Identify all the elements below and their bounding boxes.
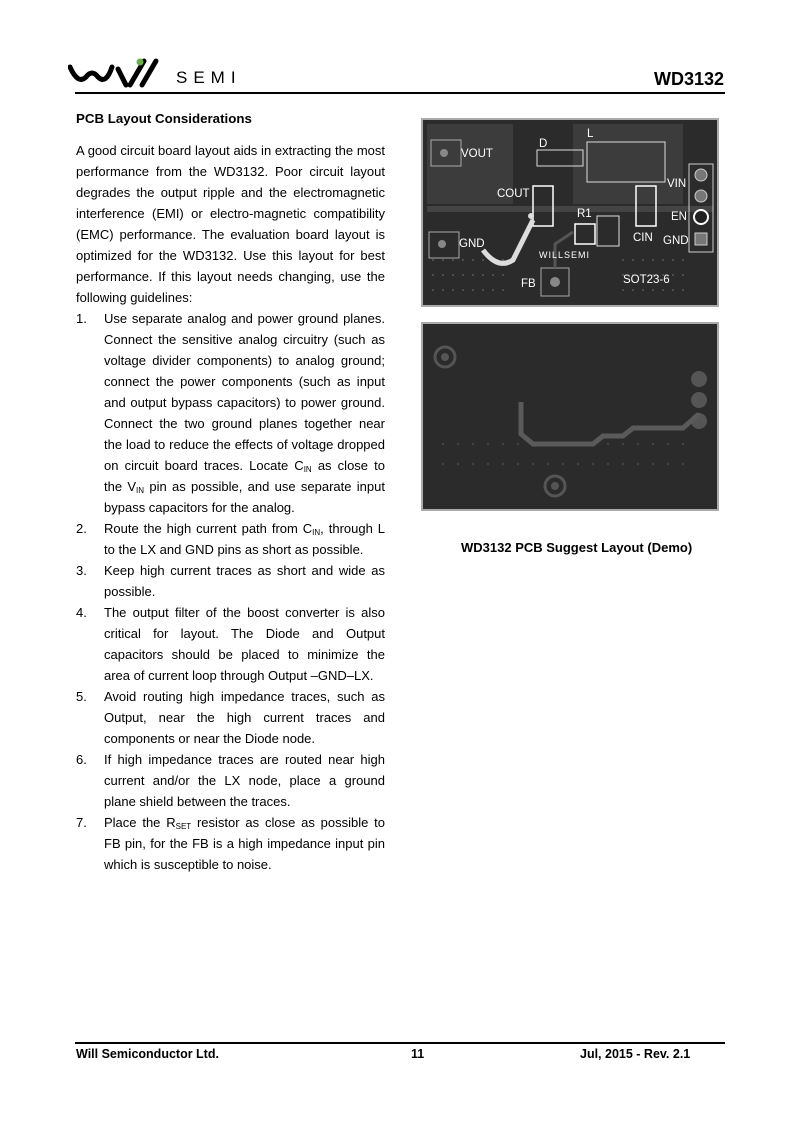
pcb-top-layer-image — [421, 118, 719, 307]
list-item — [76, 602, 385, 686]
list-text: Route the high current path from C — [104, 521, 313, 536]
pcb-label-cin: CIN — [633, 232, 653, 244]
subscript: IN — [303, 465, 312, 474]
list-number: 2. — [76, 521, 87, 536]
pcb-label-fb: FB — [521, 278, 536, 290]
pcb-label-d: D — [539, 138, 548, 150]
list-item — [76, 812, 385, 875]
list-text: The output filter of the boost converter is also critical for layout. The Diode and Output capacitors should be placed to minimize the area of current loop through Output –GND–LX. — [104, 605, 385, 683]
pcb-label-vout: VOUT — [461, 148, 493, 160]
list-text: as close to the V — [104, 458, 385, 494]
pcb-label-vin: VIN — [667, 178, 687, 190]
subscript: SET — [175, 822, 192, 831]
guidelines-list — [76, 308, 385, 875]
pcb-silk-brand: WILLSEMI — [539, 250, 591, 260]
list-text: Avoid routing high impedance traces, such as Output, near the high current traces and components or near the Diode node. — [104, 689, 385, 746]
list-number: 7. — [76, 815, 87, 830]
list-item — [76, 749, 385, 812]
pcb-bottom-artwork — [423, 324, 717, 509]
footer-date: Jul, 2015 - Rev. 2.1 — [580, 1047, 691, 1061]
list-number: 1. — [76, 311, 87, 326]
list-number: 6. — [76, 752, 87, 767]
page-number: 11 — [411, 1047, 425, 1061]
list-text: pin as possible, and use separate input bypass capacitors for the analog. — [104, 479, 385, 515]
figure-caption: WD3132 PCB Suggest Layout (Demo) — [461, 540, 693, 555]
list-text: , through L to the LX and GND pins as short as possible. — [104, 521, 385, 557]
list-number: 4. — [76, 605, 87, 620]
list-text: resistor as close as possible to FB pin, for the FB is a high impedance input pin which is susceptible to noise. — [104, 815, 386, 872]
pcb-label-cout: COUT — [497, 188, 530, 200]
list-item — [76, 518, 385, 560]
list-number: 3. — [76, 563, 87, 578]
list-item — [76, 560, 385, 602]
header-rule — [75, 92, 725, 94]
list-number: 5. — [76, 689, 87, 704]
footer-rule — [75, 1042, 725, 1044]
section-title: PCB Layout Considerations — [76, 111, 252, 126]
footer-company: Will Semiconductor Ltd. — [76, 1047, 219, 1061]
intro-paragraph: A good circuit board layout aids in extracting the most performance from the WD3132. Poor circuit layout degrades the output ripple and the electromagnetic interference (EMI) or electro-magnetic compatibility (EMC) performance. The evaluation board layout is optimized for the WD3132. Use this layout for best performance. If this layout needs changing, use the following guidelines: — [76, 143, 385, 305]
subscript: IN — [312, 528, 321, 537]
pcb-label-gnd-right: GND — [663, 235, 689, 247]
list-text: Keep high current traces as short and wide as possible. — [104, 563, 385, 599]
list-text: If high impedance traces are routed near high current and/or the LX node, place a ground plane shield between the traces. — [104, 752, 385, 809]
list-text: Use separate analog and power ground planes. Connect the sensitive analog circuitry (such as voltage divider components) to analog ground; connect the power components (such as input and output bypass capacitors) to power ground. Connect the two ground planes together near the load to reduce the effects of voltage dropped on circuit board traces. Locate C — [104, 311, 385, 473]
brand-text: SEMI — [176, 68, 242, 87]
subscript: IN — [136, 486, 145, 495]
pcb-label-package: SOT23-6 — [623, 274, 670, 286]
list-item — [76, 686, 385, 749]
part-number: WD3132 — [653, 69, 724, 89]
pcb-label-r1: R1 — [577, 208, 592, 220]
pcb-label-l: L — [587, 128, 594, 140]
list-item — [76, 308, 385, 518]
list-text: Place the R — [104, 815, 176, 830]
pcb-label-en: EN — [671, 211, 687, 223]
pcb-label-gnd-left: GND — [459, 238, 485, 250]
pcb-bottom-layer-image — [421, 322, 719, 511]
